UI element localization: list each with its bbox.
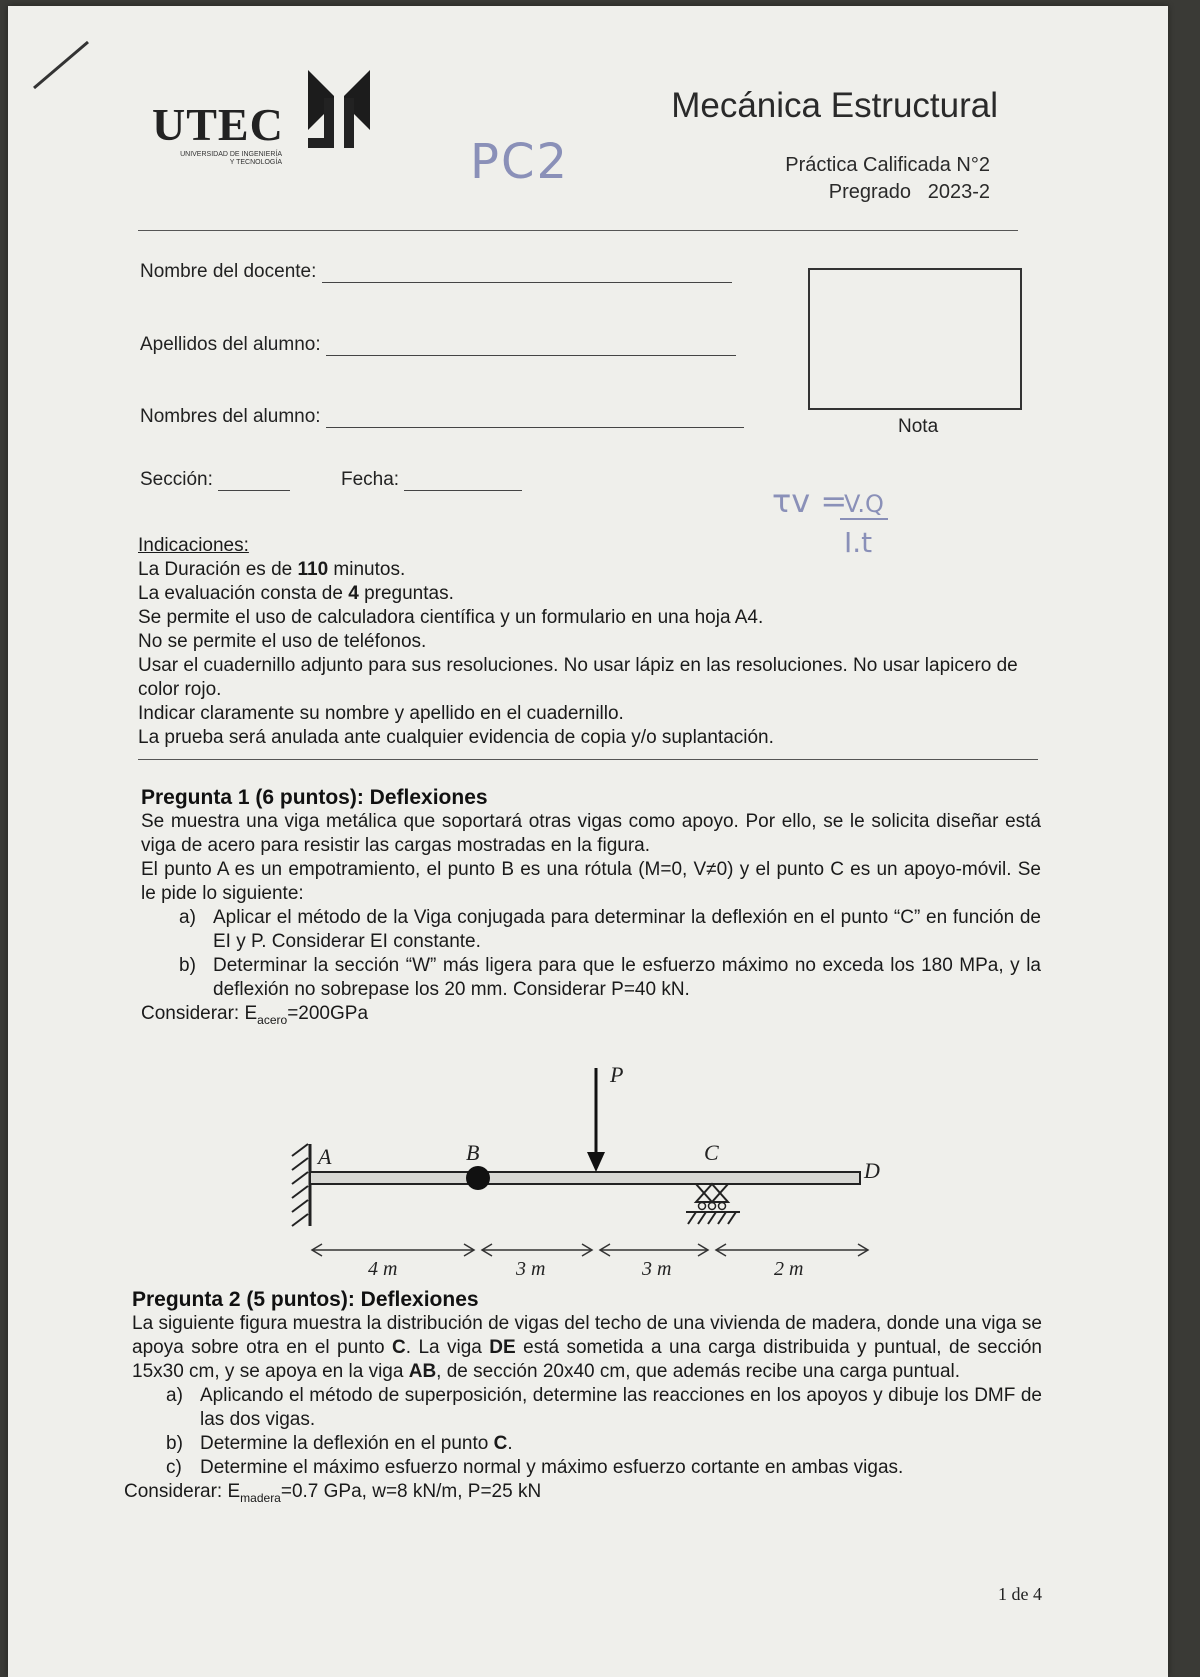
- surname-field[interactable]: [140, 334, 736, 356]
- grade-box[interactable]: [808, 268, 1022, 410]
- instructions-heading: Indicaciones:: [138, 535, 249, 556]
- fixed-support-a-icon: [292, 1144, 310, 1226]
- student-names-field[interactable]: [140, 406, 744, 428]
- section-blank[interactable]: [218, 470, 290, 491]
- pen-stroke-mark: [28, 36, 98, 96]
- question-1-part-b: b) Determinar la sección “W” más ligera para que le esfuerzo máximo no exceda los 180 MPa, y la deflexión no sobrepase los 20 mm. Considerar P=40 kN.: [179, 955, 1041, 1000]
- student-names-blank[interactable]: [326, 407, 744, 428]
- question-1-intro: Se muestra una viga metálica que soportará otras vigas como apoyo. Por ello, se le solicita diseñar está viga de acero para resistir las cargas mostradas en la figura.: [141, 811, 1041, 856]
- section-label: Sección:: [140, 469, 213, 490]
- page-number: 1 de 4: [998, 1584, 1042, 1604]
- question-2-part-b: b) Determine la deflexión en el punto C.: [166, 1433, 513, 1454]
- date-label: Fecha:: [341, 469, 400, 490]
- formula-lhs: τv =: [772, 482, 848, 520]
- utec-logo: [152, 98, 284, 167]
- instruction-name: Indicar claramente su nombre y apellido en el cuadernillo.: [138, 703, 624, 724]
- dimension-label-3: 3 m: [642, 1258, 672, 1280]
- beam-figure: [278, 1056, 878, 1286]
- roller-support-c-icon: [686, 1184, 740, 1224]
- dimension-label-1: 4 m: [368, 1258, 398, 1280]
- question-2-statement: La siguiente figura muestra la distribución de vigas del techo de una vivienda de madera, donde una viga se apoya sobre otra en el punto C. La viga DE está sometida a una carga distribuida y puntual, de sección 15x30 cm, y se apoya en la viga AB, de sección 20x40 cm, que además recibe una carga puntual.: [132, 1313, 1042, 1382]
- question-1-part-a: a) Aplicar el método de la Viga conjugada para determinar la deflexión en el punto “C” en función de EI y P. Considerar EI constante.: [179, 907, 1041, 952]
- logo-subtitle-1: UNIVERSIDAD DE INGENIERÍA: [180, 151, 282, 158]
- instruction-phones: No se permite el uso de teléfonos.: [138, 631, 427, 652]
- surname-blank[interactable]: [326, 335, 736, 356]
- question-2-title: Pregunta 2 (5 puntos): Deflexiones: [132, 1288, 479, 1311]
- question-2-part-c: c) Determine el máximo esfuerzo normal y máximo esfuerzo cortante en ambas vigas.: [166, 1457, 904, 1478]
- handwritten-pc2: PC2: [470, 134, 569, 190]
- exam-term: Pregrado 2023-2: [828, 181, 990, 203]
- date-blank[interactable]: [404, 470, 522, 491]
- point-label-d: D: [864, 1158, 880, 1183]
- instruction-duration: La Duración es de 110 minutos.: [138, 559, 406, 580]
- logo-subtitle-2: Y TECNOLOGÍA: [229, 159, 282, 166]
- teacher-name-field[interactable]: [140, 261, 732, 283]
- dimension-label-4: 2 m: [774, 1258, 804, 1280]
- dimension-lines: [312, 1244, 868, 1256]
- header-divider: [138, 230, 1018, 231]
- grade-label: Nota: [898, 416, 939, 437]
- question-2-part-a: a) Aplicando el método de superposición, determine las reacciones en los apoyos y dibuje los DMF de las dos vigas.: [166, 1385, 1042, 1430]
- load-arrow-p-icon: [587, 1068, 605, 1172]
- exam-info: [785, 152, 990, 206]
- instructions-block: [138, 534, 1038, 750]
- point-label-c: C: [704, 1140, 719, 1165]
- date-field[interactable]: [341, 469, 522, 491]
- formula-numerator: V.Q: [840, 490, 888, 520]
- instructions-divider: [138, 759, 1038, 760]
- point-label-a: A: [318, 1144, 332, 1169]
- question-2: [124, 1288, 1042, 1510]
- question-1-consider: Considerar: $E_{acero}=200GPa$: [141, 1003, 369, 1027]
- utec-logo-emblem-icon: [304, 68, 374, 154]
- course-title: Mecánica Estructural: [671, 86, 998, 125]
- question-2-consider: Considerar: $E_{madera}=0.7$ GPa, w=8 kN/m, P=25 kN: [124, 1481, 542, 1505]
- instruction-copying: La prueba será anulada ante cualquier evidencia de copia y/o suplantación.: [138, 727, 774, 748]
- dimension-label-2: 3 m: [516, 1258, 546, 1280]
- instruction-questions: La evaluación consta de 4 preguntas.: [138, 583, 454, 604]
- surname-label: Apellidos del alumno:: [140, 334, 321, 355]
- teacher-name-blank[interactable]: [322, 262, 732, 283]
- student-names-label: Nombres del alumno:: [140, 406, 321, 427]
- load-label-p: P: [610, 1062, 624, 1087]
- question-1-title: Pregunta 1 (6 puntos): Deflexiones: [141, 786, 488, 809]
- logo-wordmark: UTEC: [152, 99, 284, 150]
- handwritten-shear-formula: [772, 482, 847, 520]
- question-1: [141, 786, 1041, 1032]
- question-1-statement: El punto A es un empotramiento, el punto B es una rótula (M=0, V≠0) y el punto C es un apoyo-móvil. Se le pide lo siguiente:: [141, 859, 1041, 904]
- instruction-calculator: Se permite el uso de calculadora científica y un formulario en una hoja A4.: [138, 607, 764, 628]
- exam-page: [8, 6, 1168, 1677]
- hinge-b-icon: [466, 1166, 490, 1190]
- exam-name: Práctica Calificada N°2: [785, 154, 990, 176]
- point-label-b: B: [466, 1140, 480, 1165]
- teacher-name-label: Nombre del docente:: [140, 261, 317, 282]
- section-field[interactable]: [140, 469, 290, 491]
- beam-body: [310, 1172, 860, 1184]
- formula-denominator: I.t: [844, 526, 873, 559]
- instruction-booklet: Usar el cuadernillo adjunto para sus resoluciones. No usar lápiz en las resoluciones. No usar lapicero de color rojo.: [138, 655, 1018, 700]
